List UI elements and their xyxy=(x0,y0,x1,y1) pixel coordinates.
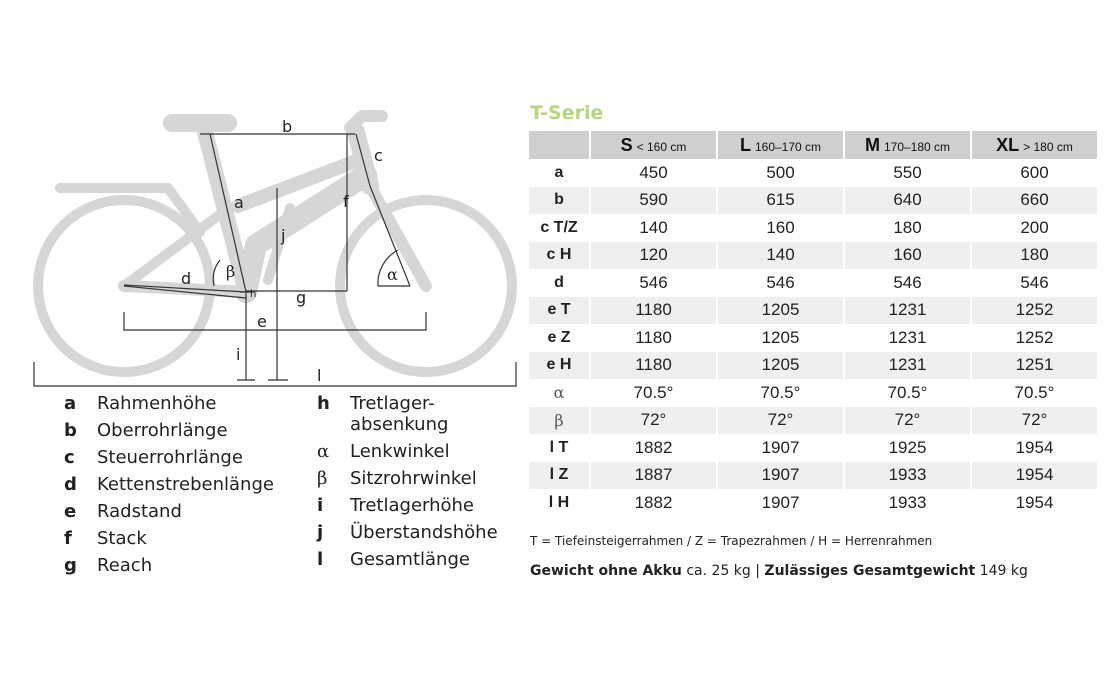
table-cell: 1954 xyxy=(970,489,1097,517)
diagram-label-e: e xyxy=(257,312,267,331)
legend-key: α xyxy=(317,441,330,462)
table-header-row xyxy=(529,131,1097,159)
row-key: a xyxy=(529,159,589,187)
bicycle-frame-illustration xyxy=(38,116,512,372)
table-row xyxy=(529,324,1097,352)
legend-key: l xyxy=(317,549,324,570)
table-cell: 1907 xyxy=(716,462,843,490)
legend-text: Sitzrohrwinkel xyxy=(350,468,477,489)
table-cell: 615 xyxy=(716,187,843,215)
table-cell: 590 xyxy=(589,187,716,215)
table-row xyxy=(529,242,1097,270)
table-row xyxy=(529,379,1097,407)
header-corner xyxy=(529,131,589,159)
table-cell: 1231 xyxy=(843,297,970,325)
row-key: e H xyxy=(529,352,589,380)
table-cell: 72° xyxy=(716,407,843,435)
table-cell: 1954 xyxy=(970,434,1097,462)
diagram-label-c: c xyxy=(374,146,383,165)
table-cell: 1933 xyxy=(843,489,970,517)
legend-key: j xyxy=(317,522,324,543)
table-cell: 1180 xyxy=(589,297,716,325)
table-row xyxy=(529,352,1097,380)
legend-key: c xyxy=(64,447,75,468)
table-cell: 1882 xyxy=(589,434,716,462)
diagram-label-j: j xyxy=(281,226,286,245)
table-cell: 1205 xyxy=(716,324,843,352)
table-cell: 500 xyxy=(716,159,843,187)
table-cell: 546 xyxy=(843,269,970,297)
table-cell: 180 xyxy=(970,242,1097,270)
legend-right xyxy=(317,393,517,583)
table-cell: 1180 xyxy=(589,324,716,352)
legend-left xyxy=(64,393,294,583)
table-cell: 70.5° xyxy=(716,379,843,407)
header-size-xl: XL > 180 cm xyxy=(970,131,1097,159)
table-cell: 70.5° xyxy=(589,379,716,407)
table-cell: 660 xyxy=(970,187,1097,215)
table-cell: 1231 xyxy=(843,324,970,352)
max-weight-label: Zulässiges Gesamtgewicht xyxy=(764,563,976,579)
table-cell: 1251 xyxy=(970,352,1097,380)
legend-text: Tretlagerhöhe xyxy=(350,495,475,516)
table-row xyxy=(529,187,1097,215)
legend-key: g xyxy=(64,555,77,576)
table-cell: 1954 xyxy=(970,462,1097,490)
table-cell: 1205 xyxy=(716,352,843,380)
diagram-label-h: h xyxy=(250,289,257,300)
diagram-label-b: b xyxy=(282,117,293,136)
table-cell: 72° xyxy=(970,407,1097,435)
diagram-label-d: d xyxy=(181,269,192,288)
table-cell: 1925 xyxy=(843,434,970,462)
row-key: β xyxy=(529,407,589,435)
table-cell: 450 xyxy=(589,159,716,187)
table-title: T-Serie xyxy=(530,102,604,124)
table-cell: 72° xyxy=(843,407,970,435)
table-cell: 1882 xyxy=(589,489,716,517)
legend-text-cont: absenkung xyxy=(350,414,449,435)
table-cell: 200 xyxy=(970,214,1097,242)
legend-text: Radstand xyxy=(97,501,182,522)
table-cell: 70.5° xyxy=(970,379,1097,407)
legend-text: Steuerrohrlänge xyxy=(97,447,243,468)
bicycle-geometry-diagram xyxy=(0,0,520,400)
table-row xyxy=(529,407,1097,435)
row-key: l Z xyxy=(529,462,589,490)
legend-text: Überstandshöhe xyxy=(350,522,498,543)
diagram-label-a: a xyxy=(234,193,244,212)
row-key: e T xyxy=(529,297,589,325)
table-body xyxy=(529,159,1097,517)
table-row xyxy=(529,434,1097,462)
header-size-l: L 160–170 cm xyxy=(716,131,843,159)
handlebar xyxy=(350,116,382,128)
legend-key: b xyxy=(64,420,77,441)
table-row xyxy=(529,297,1097,325)
table-cell: 546 xyxy=(589,269,716,297)
table-cell: 70.5° xyxy=(843,379,970,407)
table-cell: 1205 xyxy=(716,297,843,325)
legend-key: d xyxy=(64,474,77,495)
table-cell: 1907 xyxy=(716,489,843,517)
row-key: l H xyxy=(529,489,589,517)
table-cell: 640 xyxy=(843,187,970,215)
legend-text: Stack xyxy=(97,528,147,549)
table-cell: 1252 xyxy=(970,297,1097,325)
legend-text: Lenkwinkel xyxy=(350,441,450,462)
row-key: d xyxy=(529,269,589,297)
legend-key: β xyxy=(317,468,328,489)
frame-type-note: T = Tiefeinsteigerrahmen / Z = Trapezrahmen / H = Herrenrahmen xyxy=(530,534,933,548)
table-row xyxy=(529,462,1097,490)
diagram-label-g: g xyxy=(296,288,307,307)
table-row xyxy=(529,159,1097,187)
diagram-label-alpha: α xyxy=(387,265,398,284)
legend-text: Rahmenhöhe xyxy=(97,393,217,414)
table-cell: 160 xyxy=(716,214,843,242)
table-cell: 1231 xyxy=(843,352,970,380)
diagram-label-f: f xyxy=(343,192,349,211)
row-key: b xyxy=(529,187,589,215)
row-key: l T xyxy=(529,434,589,462)
table-cell: 1933 xyxy=(843,462,970,490)
legend-text: Oberrohrlänge xyxy=(97,420,228,441)
legend-text: Gesamtlänge xyxy=(350,549,470,570)
legend-key: f xyxy=(64,528,72,549)
table-row xyxy=(529,489,1097,517)
legend-text: Kettenstrebenlänge xyxy=(97,474,274,495)
header-size-s: S < 160 cm xyxy=(589,131,716,159)
row-key: e Z xyxy=(529,324,589,352)
legend-key: a xyxy=(64,393,77,414)
table-cell: 160 xyxy=(843,242,970,270)
table-cell: 1907 xyxy=(716,434,843,462)
header-size-m: M 170–180 cm xyxy=(843,131,970,159)
legend-key: i xyxy=(317,495,324,516)
legend-text: Reach xyxy=(97,555,153,576)
table-cell: 140 xyxy=(589,214,716,242)
legend-text: Tretlager- xyxy=(350,393,435,414)
table-cell: 546 xyxy=(970,269,1097,297)
legend-key: h xyxy=(317,393,330,414)
table-cell: 180 xyxy=(843,214,970,242)
diagram-label-l: l xyxy=(317,366,322,385)
table-row xyxy=(529,214,1097,242)
table-cell: 546 xyxy=(716,269,843,297)
max-weight-value: 149 kg xyxy=(975,563,1028,579)
weight-label: Gewicht ohne Akku xyxy=(530,563,682,579)
table-cell: 1252 xyxy=(970,324,1097,352)
table-cell: 1887 xyxy=(589,462,716,490)
weight-info xyxy=(530,563,1028,579)
row-key: c T/Z xyxy=(529,214,589,242)
geometry-table xyxy=(529,131,1097,517)
table-cell: 600 xyxy=(970,159,1097,187)
table-cell: 140 xyxy=(716,242,843,270)
row-key: c H xyxy=(529,242,589,270)
weight-value: ca. 25 kg | xyxy=(681,563,765,579)
table-cell: 72° xyxy=(589,407,716,435)
diagram-label-i: i xyxy=(236,345,241,364)
table-row xyxy=(529,269,1097,297)
table-cell: 550 xyxy=(843,159,970,187)
table-cell: 1180 xyxy=(589,352,716,380)
diagram-label-beta: β xyxy=(226,262,236,281)
table-cell: 120 xyxy=(589,242,716,270)
legend-key: e xyxy=(64,501,77,522)
row-key: α xyxy=(529,379,589,407)
